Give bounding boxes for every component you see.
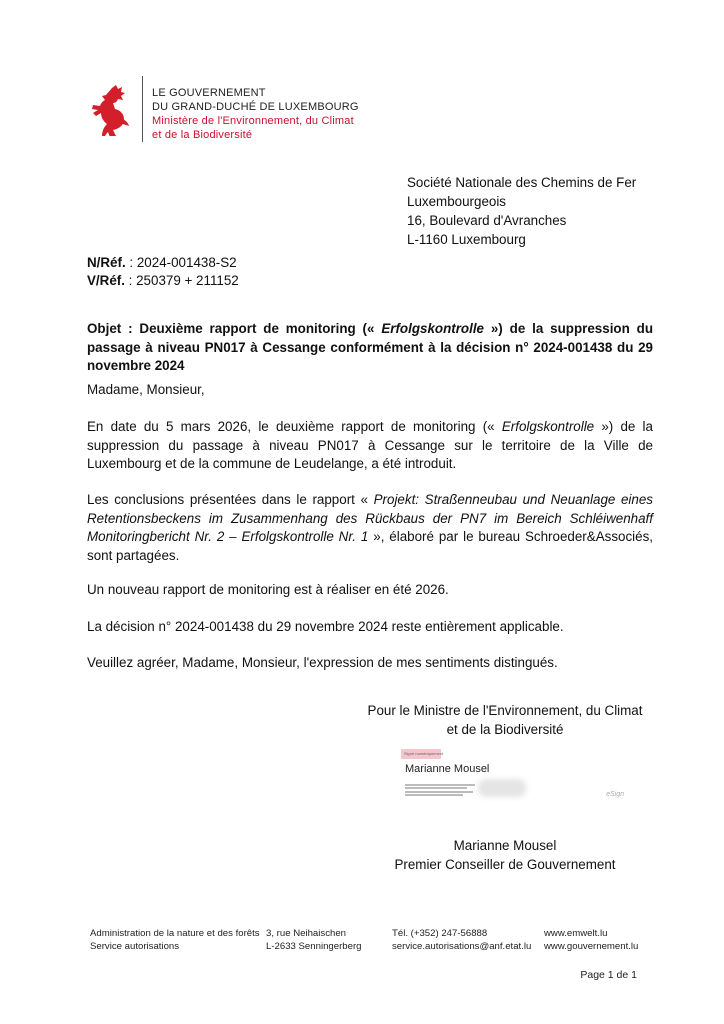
gov-line-2: DU GRAND-DUCHÉ DE LUXEMBOURG: [152, 101, 359, 113]
recipient-line-1: Société Nationale des Chemins de Fer: [407, 175, 637, 190]
signature-blurred-mark: [478, 779, 526, 797]
recipient-line-3: 16, Boulevard d'Avranches: [407, 213, 567, 228]
footer-email[interactable]: service.autorisations@anf.etat.lu: [392, 941, 532, 952]
paragraph-1-part-1: En date du 5 mars 2026, le deuxième rapport de monitoring («: [87, 419, 502, 434]
signature-title: [340, 701, 670, 739]
signature-label: Signé numériquement: [404, 751, 444, 756]
logo-divider: [142, 76, 143, 142]
footer-administration: [90, 927, 260, 953]
paragraph-1: [87, 418, 653, 474]
our-reference-label: N/Réf.: [87, 255, 126, 270]
signature-title-line-1: Pour le Ministre de l'Environnement, du Climat: [367, 703, 643, 718]
ministry-line-2: et de la Biodiversité: [152, 129, 253, 141]
signer-name: Marianne Mousel: [453, 838, 557, 853]
red-lion-emblem-icon: [90, 84, 132, 136]
footer-address-line-2: L-2633 Senningerberg: [266, 941, 362, 952]
your-reference: [87, 272, 239, 290]
signer-role: Premier Conseiller de Gouvernement: [394, 857, 616, 872]
recipient-line-2: Luxembourgeois: [407, 194, 507, 209]
subject-part-1: Objet : Deuxième rapport de monitoring («: [87, 321, 382, 336]
subject-italic: Erfolgskontrolle: [381, 321, 484, 336]
footer-admin-line-1: Administration de la nature et des forêts: [90, 928, 260, 939]
your-reference-label: V/Réf.: [87, 273, 125, 288]
government-name: [152, 86, 359, 142]
footer-address-line-1: 3, rue Neihaischen: [266, 928, 346, 939]
references: [87, 254, 239, 290]
paragraph-5: Veuillez agréer, Madame, Monsieur, l'expression de mes sentiments distingués.: [87, 655, 558, 670]
ministry-line-1: Ministère de l'Environnement, du Climat: [152, 115, 354, 127]
paragraph-4: La décision n° 2024-001438 du 29 novembre 2024 reste entièrement applicable.: [87, 619, 564, 634]
footer-website-gouvernement[interactable]: www.gouvernement.lu: [544, 941, 639, 952]
gov-line-1: LE GOUVERNEMENT: [152, 87, 266, 99]
paragraph-1-part-2: ») de la suppression du passage à niveau PN017 à Cessange sur le territoire de la Ville de Luxembourg et de la commune de Leudelange, a été introduit.: [87, 419, 653, 471]
page-number: Page 1 de 1: [580, 969, 637, 981]
salutation: Madame, Monsieur,: [87, 382, 205, 397]
subject-part-2: ») de la suppression du passage à niveau PN017 à Cessange conformément à la décision n° 2024-001438 du 29 novembre 2024: [87, 321, 653, 373]
our-reference-value: : 2024-001438-S2: [125, 255, 237, 270]
recipient-address: [407, 173, 636, 249]
paragraph-2-part-2: », élaboré par le bureau Schroeder&Associés, sont partagées.: [87, 529, 653, 563]
signature-title-line-2: et de la Biodiversité: [446, 722, 564, 737]
recipient-line-4: L-1160 Luxembourg: [407, 232, 526, 247]
footer-admin-line-2: Service autorisations: [90, 941, 180, 952]
paragraph-2-italic: Projekt: Straßenneubau und Neuanlage eines Retentionsbeckens im Zusammenhang des Rückbaus der PN7 im Bereich Schléiwenhaff Monitoringbericht Nr. 2 – Erfolgskontrolle Nr. 1: [87, 492, 653, 544]
footer-address: [266, 927, 361, 953]
footer-websites: [544, 927, 638, 953]
footer-website-emwelt[interactable]: www.emwelt.lu: [544, 928, 608, 939]
paragraph-3: Un nouveau rapport de monitoring est à réaliser en été 2026.: [87, 582, 449, 597]
signature-fine-print: [405, 782, 485, 798]
electronic-signature-stamp: [398, 745, 630, 807]
esign-watermark: eSign: [606, 791, 624, 798]
signer: [340, 836, 670, 874]
subject-line: [87, 320, 653, 376]
paragraph-2-part-1: Les conclusions présentées dans le rapport «: [87, 492, 374, 507]
our-reference: [87, 254, 239, 272]
signature-name: Marianne Mousel: [405, 763, 490, 775]
paragraph-1-italic: Erfolgskontrolle: [501, 419, 595, 434]
paragraph-2: [87, 491, 653, 565]
footer-phone: Tél. (+352) 247-56888: [392, 928, 488, 939]
your-reference-value: : 250379 + 211152: [124, 273, 239, 288]
footer-contact: [392, 927, 531, 953]
